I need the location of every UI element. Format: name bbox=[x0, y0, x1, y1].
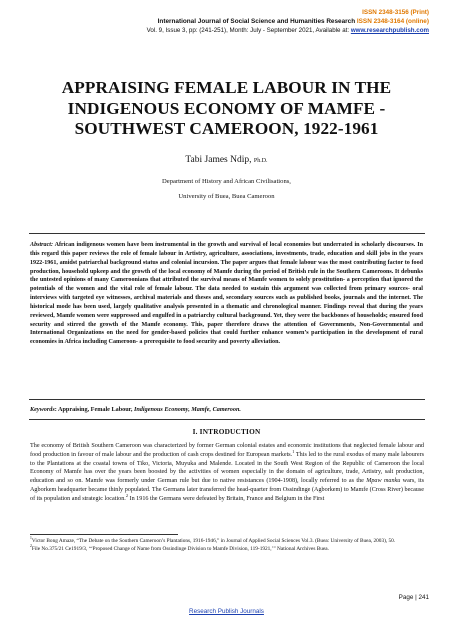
abstract bbox=[30, 241, 423, 347]
keywords-label: Keywords bbox=[30, 406, 55, 413]
footer-journal-link[interactable]: Research Publish Journals bbox=[189, 608, 264, 615]
footnote-1 bbox=[30, 538, 424, 545]
journal-name: International Journal of Social Science and Humanities Research bbox=[157, 18, 356, 25]
footnote-ref-1: 1 bbox=[292, 448, 295, 454]
footnote-2-number: 2 bbox=[30, 544, 32, 549]
author-line bbox=[0, 155, 453, 165]
intro-italic-term: Mpaw manku bbox=[366, 478, 401, 485]
abstract-top-rule bbox=[29, 233, 425, 234]
intro-text-4: In 1916 the Germans were defeated by Britain, France and Belgium in the First bbox=[128, 495, 325, 502]
issue-info: Vol. 9, Issue 3, pp: (241-251), Month: July - September 2021, Available at: bbox=[146, 27, 351, 34]
issn-print-text: ISSN 2348-3156 (Print) bbox=[362, 9, 429, 16]
issn-online: ISSN 2348-3164 (online) bbox=[356, 18, 429, 25]
affiliation-university: University of Buea, Buea Cameroon bbox=[178, 193, 275, 200]
footnote-1-number: 1 bbox=[30, 536, 32, 541]
footnote-1-text: Victor Bong Amaze, “The Debate on the Southern Cameroon’s Plantations, 1916-1946,” in Journal of Applied Social Sciences Vol.3. (Buea: University of Buea, 2003), 50. bbox=[31, 538, 396, 544]
affiliation-department: Department of History and African Civilisations, bbox=[162, 178, 291, 185]
issn-print bbox=[362, 8, 429, 17]
footnote-separator bbox=[30, 534, 178, 535]
abstract-bottom-rule bbox=[29, 399, 425, 400]
paper-title: APPRAISING FEMALE LABOUR IN THE INDIGENOUS ECONOMY OF MAMFE - SOUTHWEST CAMEROON, 1922-1961 bbox=[61, 78, 392, 138]
keywords-text: : Appraising, Female Labour, bbox=[54, 406, 134, 413]
intro-text-3: wars, its Agborkem headquarter became thinly populated. The Germans later transferred the head-quarter from Ossindinge (Agborkem) to Mamfe (Cross River) because of its population and strategic location. bbox=[30, 478, 424, 502]
footnote-2 bbox=[30, 546, 424, 553]
journal-line bbox=[0, 17, 429, 26]
page-number: Page | 241 bbox=[398, 594, 429, 601]
section-heading-introduction: I. INTRODUCTION bbox=[192, 427, 261, 436]
section-top-rule bbox=[29, 419, 425, 420]
introduction-paragraph bbox=[30, 442, 424, 504]
intro-text-2: This led to the rural exodus of many male labourers to the Plantations at the coastal towns of Tiko, Victoria, Muyuka and Malende. Located in the South West Region of the Republic of Cameroon the local Economy of Mamfe has over the years been boosted by the activities of women especially in the domain of agriculture, trade, Artistry, salt production, education and so on. Mamfe was formerly under German rule but due to native resistances (1904-1908), locally referred to as the bbox=[30, 451, 425, 485]
author-degree: Ph.D. bbox=[253, 158, 268, 164]
author-name: Tabi James Ndip, bbox=[185, 155, 252, 165]
footnote-ref-2: 2 bbox=[125, 492, 128, 498]
issue-info-line bbox=[0, 26, 429, 35]
keywords bbox=[30, 405, 423, 414]
keywords-italic: Indigenous Economy, Mamfe, Cameroon. bbox=[133, 406, 241, 413]
website-link[interactable]: www.researchpublish.com bbox=[350, 27, 429, 34]
footnotes bbox=[30, 538, 424, 555]
abstract-text: African indigenous women have been instrumental in the growth and survival of local economies but underrated in scholarly discourses. In this regard this paper reviews the role of female labour in Artistry, agriculture, associations, investments, trade, education and skill jobs in the years 1922-1961, amidst patriarchal background status and colonial incursion. The paper argues that female labour was the most contributing factor to food production, household upkeep and the growth of the local economy of Mamfe during the period of British rule in the Southern Cameroons. It debunks the untested opinions of many Cameroonians that attributed the survival means of Mamfe women to solely prostitution- a perception that ignored the potentials of the women and the vital role of female labour. The data needed to sustain this argument was collected from primary sources- oral interviews with targeted eye witnesses, archival materials and theses and, secondary sources such as published books, journals and the internet. The historical mode has been used, largely qualitative analysis presented in a thematic and chronological manner. Findings reveal that during the years reviewed, Mamfe women were suppressed and engulfed in a patriarchy cultural background. Yet, they were the backbones of households; ensured food security and stirred the growth of the Mamfe economy. This, paper therefore draws the attention of Governments, Non-Governmental and International Organizations on the need for gender-based policies that could further enhance women’s participation in the development of rural economies in Africa including Cameroon- a prerequisite to food security and poverty alleviation. bbox=[30, 242, 423, 346]
intro-text-1: The economy of British Southern Cameroon was characterized by former German colonial estates and economic institutions that neglected female labour and food production in favour of male labour and the production of cash crops destined for European markets. bbox=[30, 443, 424, 458]
footnote-2-text: File No.375/21 Ce1919/3, ‘“Proposed Change of Name from Ossindinge Division to Mamfe Division, 119-1921,’” National Archives Buea. bbox=[31, 546, 329, 553]
abstract-label: Abstract: bbox=[30, 242, 54, 248]
